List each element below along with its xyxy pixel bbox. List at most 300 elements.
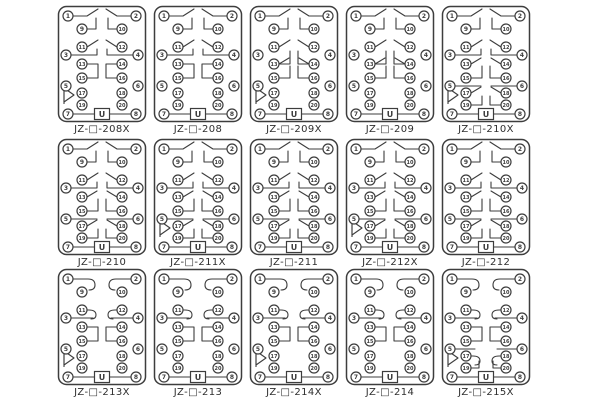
relay-case-outline	[251, 270, 338, 385]
terminal-6	[229, 81, 239, 91]
terminal-18	[117, 88, 127, 98]
coil-u-box	[95, 242, 110, 253]
svg-text:2: 2	[133, 146, 139, 154]
terminal-17	[365, 221, 375, 231]
terminal-17	[365, 351, 375, 361]
svg-text:2: 2	[517, 276, 523, 284]
terminal-14	[309, 192, 319, 202]
svg-text:2: 2	[421, 146, 427, 154]
svg-text:7: 7	[353, 244, 359, 252]
terminal-4	[325, 183, 335, 193]
terminal-19	[461, 233, 471, 243]
terminal-3	[445, 50, 455, 60]
terminal-7	[255, 242, 265, 252]
terminal-2	[515, 144, 525, 154]
terminal-1	[447, 11, 457, 21]
terminal-17	[269, 351, 279, 361]
terminal-19	[269, 363, 279, 373]
svg-text:15: 15	[174, 75, 182, 82]
terminal-18	[405, 221, 415, 231]
svg-text:13: 13	[270, 194, 278, 201]
relay-wiring-svg-208X	[57, 5, 147, 123]
svg-text:7: 7	[65, 111, 71, 119]
svg-text:9: 9	[79, 159, 85, 167]
terminal-18	[213, 88, 223, 98]
svg-text:16: 16	[406, 208, 414, 215]
svg-text:2: 2	[229, 13, 235, 21]
svg-text:14: 14	[502, 324, 510, 331]
terminal-4	[421, 313, 431, 323]
svg-text:16: 16	[118, 75, 126, 82]
coil-u-label: U	[290, 110, 298, 119]
svg-text:1: 1	[353, 146, 359, 154]
svg-text:3: 3	[159, 185, 165, 193]
svg-text:19: 19	[78, 235, 86, 242]
model-label-209X: JZ-□-209X	[266, 124, 322, 135]
svg-text:18: 18	[502, 353, 510, 360]
svg-text:7: 7	[65, 374, 71, 382]
svg-text:9: 9	[463, 289, 469, 297]
terminal-12	[309, 175, 319, 185]
svg-text:12: 12	[310, 177, 318, 184]
svg-text:19: 19	[270, 102, 278, 109]
svg-text:4: 4	[135, 52, 141, 60]
svg-text:2: 2	[229, 276, 235, 284]
terminal-1	[159, 144, 169, 154]
coil-u-box	[479, 372, 494, 383]
svg-text:18: 18	[214, 90, 222, 97]
svg-text:10: 10	[118, 289, 126, 296]
svg-text:18: 18	[214, 353, 222, 360]
terminal-2	[419, 274, 429, 284]
terminal-18	[501, 351, 511, 361]
terminal-11	[269, 305, 279, 315]
terminal-9	[77, 157, 87, 167]
terminal-16	[405, 206, 415, 216]
svg-text:5: 5	[255, 346, 261, 354]
svg-text:6: 6	[423, 346, 429, 354]
terminal-1	[63, 274, 73, 284]
coil-u-box	[95, 109, 110, 120]
terminal-19	[77, 233, 87, 243]
svg-text:19: 19	[462, 365, 470, 372]
terminal-6	[517, 214, 527, 224]
model-label-212: JZ-□-212	[461, 257, 511, 268]
terminal-9	[269, 157, 279, 167]
svg-text:16: 16	[310, 338, 318, 345]
svg-text:19: 19	[78, 365, 86, 372]
relay-wiring-svg-209	[345, 5, 435, 123]
relay-wiring-svg-213X	[57, 268, 147, 386]
terminal-15	[461, 336, 471, 346]
svg-text:12: 12	[214, 44, 222, 51]
terminal-9	[461, 287, 471, 297]
svg-text:11: 11	[270, 44, 278, 51]
terminal-15	[269, 73, 279, 83]
svg-text:15: 15	[366, 338, 374, 345]
svg-text:14: 14	[406, 194, 414, 201]
relay-case-outline	[251, 140, 338, 255]
terminal-4	[133, 183, 143, 193]
svg-text:10: 10	[214, 289, 222, 296]
terminal-20	[117, 100, 127, 110]
svg-text:12: 12	[118, 44, 126, 51]
svg-text:5: 5	[447, 83, 453, 91]
terminal-6	[133, 214, 143, 224]
coil-u-box	[287, 109, 302, 120]
terminal-18	[309, 221, 319, 231]
svg-text:8: 8	[229, 244, 235, 252]
svg-text:7: 7	[353, 374, 359, 382]
svg-text:19: 19	[78, 102, 86, 109]
terminal-3	[61, 183, 71, 193]
model-label-209: JZ-□-209	[365, 124, 415, 135]
svg-text:19: 19	[462, 235, 470, 242]
terminal-10	[501, 157, 511, 167]
coil-u-box	[383, 372, 398, 383]
terminal-2	[323, 274, 333, 284]
svg-text:6: 6	[135, 346, 141, 354]
terminal-6	[133, 344, 143, 354]
svg-text:14: 14	[502, 61, 510, 68]
svg-text:19: 19	[174, 365, 182, 372]
svg-text:18: 18	[310, 223, 318, 230]
terminal-17	[461, 221, 471, 231]
svg-text:10: 10	[406, 26, 414, 33]
svg-text:2: 2	[133, 13, 139, 21]
svg-text:19: 19	[366, 365, 374, 372]
svg-text:15: 15	[174, 338, 182, 345]
relay-diagram-cell-208X	[56, 5, 148, 135]
relay-diagram-cell-209	[344, 5, 436, 135]
svg-text:9: 9	[367, 289, 373, 297]
terminal-12	[309, 305, 319, 315]
svg-text:1: 1	[257, 146, 263, 154]
coil-u-box	[383, 242, 398, 253]
svg-text:20: 20	[214, 235, 222, 242]
terminal-18	[405, 88, 415, 98]
coil-u-label: U	[386, 110, 394, 119]
terminal-19	[365, 233, 375, 243]
terminal-16	[309, 336, 319, 346]
terminal-19	[77, 363, 87, 373]
svg-text:2: 2	[325, 146, 331, 154]
terminal-13	[173, 59, 183, 69]
terminal-2	[227, 11, 237, 21]
terminal-6	[517, 81, 527, 91]
svg-text:19: 19	[366, 235, 374, 242]
svg-text:20: 20	[118, 235, 126, 242]
svg-text:12: 12	[214, 177, 222, 184]
svg-text:11: 11	[462, 44, 470, 51]
terminal-2	[419, 11, 429, 21]
svg-text:15: 15	[78, 75, 86, 82]
svg-text:11: 11	[462, 307, 470, 314]
relay-wiring-svg-208	[153, 5, 243, 123]
svg-text:5: 5	[255, 216, 261, 224]
svg-text:4: 4	[519, 52, 525, 60]
svg-text:14: 14	[310, 324, 318, 331]
svg-text:17: 17	[78, 90, 86, 97]
terminal-11	[173, 42, 183, 52]
svg-text:18: 18	[214, 223, 222, 230]
terminal-8	[227, 372, 237, 382]
terminal-12	[309, 42, 319, 52]
svg-text:17: 17	[270, 353, 278, 360]
svg-text:5: 5	[63, 216, 69, 224]
relay-case-outline	[155, 7, 242, 122]
terminal-7	[447, 109, 457, 119]
coil-u-label: U	[98, 373, 106, 382]
svg-text:4: 4	[327, 52, 333, 60]
coil-u-label: U	[482, 110, 490, 119]
svg-text:9: 9	[367, 159, 373, 167]
svg-text:12: 12	[118, 307, 126, 314]
svg-text:15: 15	[270, 75, 278, 82]
svg-text:8: 8	[133, 111, 139, 119]
svg-text:14: 14	[118, 194, 126, 201]
terminal-5	[349, 344, 359, 354]
terminal-12	[501, 305, 511, 315]
svg-text:12: 12	[406, 44, 414, 51]
svg-text:20: 20	[502, 235, 510, 242]
terminal-16	[213, 73, 223, 83]
coil-u-box	[95, 372, 110, 383]
model-label-213: JZ-□-213	[173, 387, 223, 398]
svg-text:4: 4	[519, 185, 525, 193]
terminal-11	[365, 175, 375, 185]
terminal-9	[269, 287, 279, 297]
svg-text:11: 11	[366, 44, 374, 51]
terminal-10	[213, 157, 223, 167]
model-label-212X: JZ-□-212X	[362, 257, 418, 268]
svg-text:5: 5	[447, 216, 453, 224]
svg-text:3: 3	[447, 52, 453, 60]
svg-text:16: 16	[502, 338, 510, 345]
terminal-3	[157, 183, 167, 193]
svg-text:11: 11	[78, 307, 86, 314]
svg-text:7: 7	[449, 374, 455, 382]
terminal-13	[173, 322, 183, 332]
svg-text:20: 20	[310, 235, 318, 242]
svg-text:14: 14	[310, 194, 318, 201]
terminal-3	[157, 50, 167, 60]
svg-text:20: 20	[502, 365, 510, 372]
svg-text:11: 11	[366, 177, 374, 184]
terminal-9	[365, 287, 375, 297]
terminal-11	[461, 42, 471, 52]
terminal-11	[269, 175, 279, 185]
terminal-8	[419, 109, 429, 119]
relay-wiring-svg-210X	[441, 5, 531, 123]
svg-text:1: 1	[161, 276, 167, 284]
svg-text:8: 8	[133, 374, 139, 382]
svg-text:9: 9	[271, 289, 277, 297]
terminal-13	[173, 192, 183, 202]
terminal-10	[117, 287, 127, 297]
terminal-18	[501, 221, 511, 231]
svg-text:16: 16	[310, 75, 318, 82]
svg-text:3: 3	[351, 315, 357, 323]
terminal-3	[253, 183, 263, 193]
svg-text:14: 14	[502, 194, 510, 201]
terminal-11	[365, 42, 375, 52]
relay-diagram-cell-214X	[248, 268, 340, 398]
svg-text:11: 11	[462, 177, 470, 184]
terminal-2	[323, 144, 333, 154]
terminal-10	[309, 24, 319, 34]
terminal-7	[447, 242, 457, 252]
terminal-3	[61, 50, 71, 60]
terminal-10	[309, 157, 319, 167]
svg-text:2: 2	[517, 13, 523, 21]
terminal-20	[405, 233, 415, 243]
terminal-9	[461, 157, 471, 167]
coil-u-label: U	[386, 373, 394, 382]
svg-text:13: 13	[78, 194, 86, 201]
terminal-15	[365, 206, 375, 216]
svg-text:6: 6	[135, 216, 141, 224]
terminal-17	[461, 351, 471, 361]
terminal-13	[77, 322, 87, 332]
svg-text:6: 6	[519, 346, 525, 354]
relay-wiring-svg-211X	[153, 138, 243, 256]
svg-text:16: 16	[214, 75, 222, 82]
terminal-14	[213, 322, 223, 332]
terminal-18	[213, 351, 223, 361]
svg-text:20: 20	[502, 102, 510, 109]
terminal-4	[229, 50, 239, 60]
svg-text:8: 8	[325, 111, 331, 119]
terminal-11	[173, 305, 183, 315]
terminal-6	[421, 81, 431, 91]
svg-text:16: 16	[118, 338, 126, 345]
terminal-15	[461, 73, 471, 83]
terminal-9	[173, 287, 183, 297]
terminal-15	[77, 336, 87, 346]
svg-text:17: 17	[462, 90, 470, 97]
terminal-17	[173, 221, 183, 231]
svg-text:7: 7	[353, 111, 359, 119]
terminal-15	[365, 73, 375, 83]
terminal-17	[269, 88, 279, 98]
svg-text:6: 6	[519, 83, 525, 91]
svg-text:16: 16	[118, 208, 126, 215]
svg-text:9: 9	[175, 26, 181, 34]
terminal-8	[131, 242, 141, 252]
terminal-18	[309, 351, 319, 361]
svg-text:3: 3	[255, 315, 261, 323]
svg-text:11: 11	[270, 307, 278, 314]
svg-text:15: 15	[78, 338, 86, 345]
relay-case-outline	[155, 270, 242, 385]
terminal-1	[351, 144, 361, 154]
svg-text:8: 8	[229, 111, 235, 119]
svg-text:9: 9	[367, 26, 373, 34]
svg-text:1: 1	[65, 276, 71, 284]
terminal-6	[325, 214, 335, 224]
terminal-6	[325, 81, 335, 91]
svg-text:4: 4	[135, 185, 141, 193]
relay-case-outline	[443, 270, 530, 385]
relay-case-outline	[443, 140, 530, 255]
terminal-16	[501, 336, 511, 346]
terminal-19	[173, 233, 183, 243]
svg-text:2: 2	[517, 146, 523, 154]
terminal-15	[77, 73, 87, 83]
terminal-10	[405, 157, 415, 167]
svg-text:1: 1	[161, 146, 167, 154]
svg-text:3: 3	[63, 52, 69, 60]
relay-wiring-svg-210	[57, 138, 147, 256]
terminal-17	[365, 88, 375, 98]
svg-text:5: 5	[159, 216, 165, 224]
terminal-12	[501, 175, 511, 185]
terminal-10	[117, 157, 127, 167]
svg-text:7: 7	[161, 374, 167, 382]
terminal-20	[501, 363, 511, 373]
svg-text:8: 8	[421, 111, 427, 119]
svg-text:10: 10	[502, 289, 510, 296]
terminal-13	[269, 59, 279, 69]
terminal-5	[445, 81, 455, 91]
svg-text:13: 13	[366, 324, 374, 331]
svg-text:10: 10	[502, 159, 510, 166]
svg-text:11: 11	[174, 44, 182, 51]
terminal-13	[461, 192, 471, 202]
svg-text:15: 15	[462, 208, 470, 215]
terminal-7	[63, 372, 73, 382]
terminal-16	[117, 206, 127, 216]
terminal-10	[501, 287, 511, 297]
terminal-18	[501, 88, 511, 98]
svg-text:7: 7	[257, 111, 263, 119]
terminal-11	[173, 175, 183, 185]
svg-text:13: 13	[462, 194, 470, 201]
svg-text:1: 1	[257, 276, 263, 284]
svg-text:19: 19	[174, 102, 182, 109]
svg-text:15: 15	[78, 208, 86, 215]
terminal-4	[229, 313, 239, 323]
terminal-17	[461, 88, 471, 98]
terminal-15	[461, 206, 471, 216]
svg-text:4: 4	[519, 315, 525, 323]
svg-text:12: 12	[310, 44, 318, 51]
terminal-12	[117, 42, 127, 52]
terminal-8	[323, 242, 333, 252]
svg-text:10: 10	[406, 289, 414, 296]
terminal-6	[229, 344, 239, 354]
svg-text:9: 9	[175, 159, 181, 167]
svg-text:16: 16	[406, 338, 414, 345]
svg-text:15: 15	[270, 338, 278, 345]
terminal-8	[515, 372, 525, 382]
svg-text:20: 20	[406, 235, 414, 242]
terminal-12	[213, 305, 223, 315]
terminal-19	[173, 363, 183, 373]
terminal-4	[517, 313, 527, 323]
terminal-5	[253, 344, 263, 354]
svg-text:17: 17	[174, 223, 182, 230]
svg-text:16: 16	[310, 208, 318, 215]
svg-text:1: 1	[353, 13, 359, 21]
model-label-210X: JZ-□-210X	[458, 124, 514, 135]
svg-text:7: 7	[257, 374, 263, 382]
svg-text:13: 13	[78, 61, 86, 68]
terminal-14	[309, 322, 319, 332]
terminal-16	[309, 73, 319, 83]
terminal-20	[117, 233, 127, 243]
